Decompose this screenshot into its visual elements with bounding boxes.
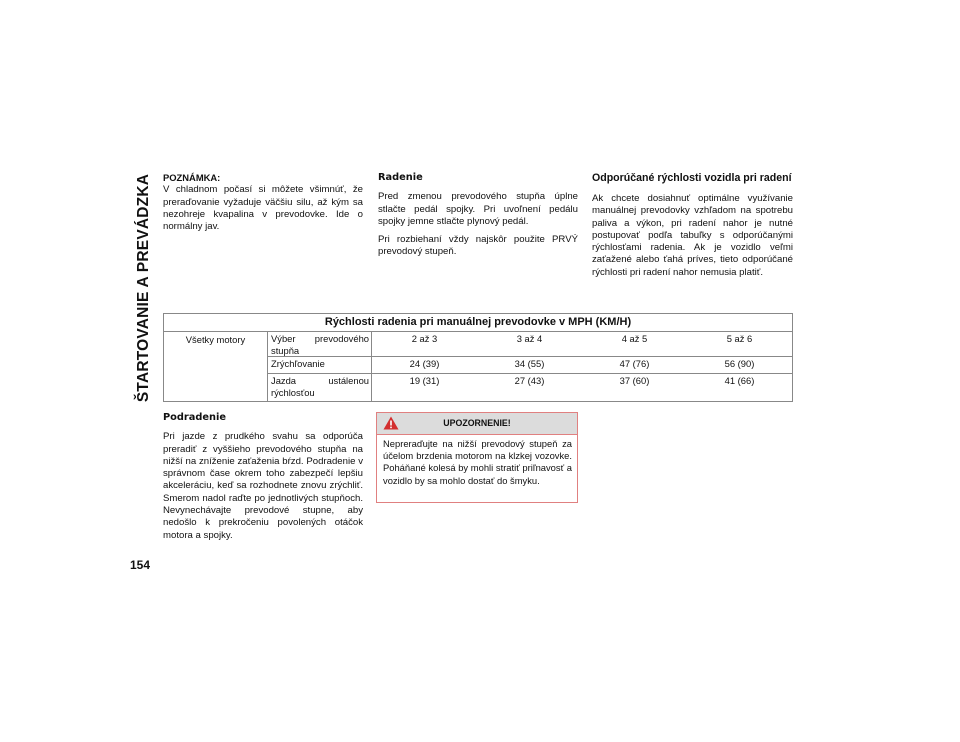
shift-speed-table	[163, 313, 793, 402]
recommended-text: Ak chcete dosiahnuť optimálne využívanie manuálnej prevodovky vzhľadom na spotrebu paliva a výkon, pri radení nahor je nutné postupovať podľa tabuľky s odporúčanými rýchlosťami radenia. Ak je vozidlo veľmi zaťažené alebo ťahá príves, tieto odporúčané rýchlosti pri radení nahor nemusia platiť.	[592, 193, 793, 278]
note-title: POZNÁMKA:	[163, 172, 221, 183]
recommended-heading: Odporúčané rýchlosti vozidla pri radení	[592, 172, 792, 184]
row-label: Výber prevodového stupňa	[268, 332, 372, 356]
table-cell: 24 (39)	[409, 358, 440, 369]
table-cell: 3 až 4	[516, 333, 543, 344]
shifting-paragraph-1: Pred zmenou prevodového stupňa úplne stlačte pedál spojky. Pri uvoľnení pedálu spojky jemne stlačte plynový pedál.	[378, 191, 578, 227]
recommended-speeds-section	[592, 172, 793, 285]
table-row	[268, 374, 792, 402]
section-title: ŠTARTOVANIE A PREVÁDZKA	[135, 173, 152, 403]
section-title-vertical	[124, 168, 164, 408]
table-cell: 27 (43)	[514, 375, 545, 386]
warning-text: Nepreraďujte na nižší prevodový stupeň za účelom brzdenia motorom na klzkej vozovke. Poháňané kolesá by mohli stratiť priľnavosť a vozidlo by sa mohlo dostať do šmyku.	[383, 438, 572, 486]
table-category: Všetky motory	[164, 332, 268, 402]
table-caption: Rýchlosti radenia pri manuálnej prevodovke v MPH (KM/H)	[164, 314, 792, 332]
shifting-section	[378, 172, 578, 265]
table-cell: 47 (76)	[619, 358, 650, 369]
table-cell: 4 až 5	[621, 333, 648, 344]
table-cell: 19 (31)	[409, 375, 440, 386]
downshifting-section	[163, 412, 363, 548]
table-cell: 56 (90)	[724, 358, 755, 369]
shifting-paragraph-2: Pri rozbiehaní vždy najskôr použite PRVÝ prevodový stupeň.	[378, 234, 578, 258]
table-cell: 34 (55)	[514, 358, 545, 369]
shifting-heading: Radenie	[378, 172, 423, 183]
table-cell: 5 až 6	[726, 333, 753, 344]
warning-header	[377, 413, 577, 435]
row-label: Zrýchľovanie	[268, 357, 372, 373]
table-cell: 41 (66)	[724, 375, 755, 386]
warning-box	[376, 412, 578, 503]
table-cell: 2 až 3	[411, 333, 438, 344]
row-label: Jazda ustálenou rýchlosťou	[268, 374, 372, 402]
note-text: V chladnom počasí si môžete všimnúť, že preraďovanie vyžaduje väčšiu silu, až kým sa nezohreje kvapalina v prevodovke. Ide o normálny jav.	[163, 184, 363, 233]
table-row	[268, 357, 792, 374]
downshifting-text: Pri jazde z prudkého svahu sa odporúča preradiť z vyššieho prevodového stupňa na nižší na zníženie zaťaženia bŕzd. Podradenie v správnom čase okrem toho zabezpečí lepšiu akceleráciu, keď sa rozhodnete znovu zrýchliť. Smerom nadol raďte po jednotlivých stupňoch. Nevynechávajte prevodové stupne, aby nedošlo k prekročeniu povolených otáčok motora a spojky.	[163, 431, 363, 541]
page-number: 154	[130, 558, 151, 572]
table-cell: 37 (60)	[619, 375, 650, 386]
warning-label: UPOZORNENIE!	[443, 418, 511, 428]
table-row	[268, 332, 792, 357]
note-block	[163, 172, 363, 239]
downshifting-heading: Podradenie	[163, 412, 227, 423]
